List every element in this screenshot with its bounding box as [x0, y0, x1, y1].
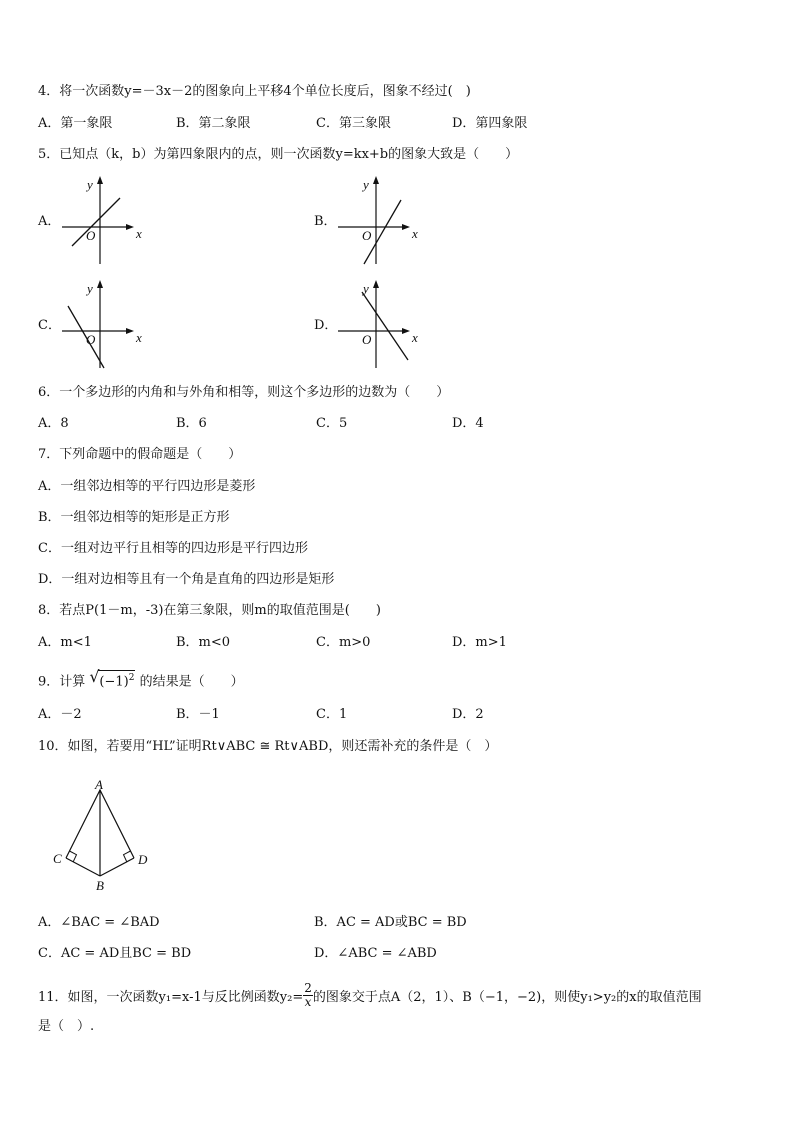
- q10-kite-figure: [48, 777, 158, 898]
- q9-stem-suffix: 的结果是（ ）: [139, 674, 244, 690]
- q11-frac-numerator: 2: [304, 981, 312, 995]
- q10-option-c: C．AC = AD且BC = BD: [38, 946, 192, 961]
- q4-option-c: C．第三象限: [316, 116, 391, 131]
- q5-graph-d: [334, 276, 434, 372]
- q9-stem: [38, 667, 244, 691]
- q5-option-c: C．: [38, 318, 61, 333]
- q10-stem: 10．如图，若要用“HL”证明Rt∨ABC ≅ Rt∨ABD，则还需补充的条件是（ ）: [38, 739, 498, 754]
- q4-option-a: A．第一象限: [38, 116, 113, 131]
- q9-option-a: A．－2: [38, 707, 82, 722]
- q8-option-c: C．m>0: [316, 635, 371, 650]
- q11-stem-line2: 是（ ）.: [38, 1019, 95, 1034]
- q10-label-a: A: [95, 777, 103, 792]
- q5-a-x-label: x: [136, 226, 142, 241]
- q5-b-y-label: y: [363, 177, 369, 192]
- q9-option-b: B．－1: [176, 707, 220, 722]
- q10-label-c: C: [53, 851, 62, 866]
- q11-fraction: [303, 982, 313, 1009]
- q9-sqrt-expression: √ $(-1)^2$: [89, 667, 135, 690]
- q5-d-y-label: y: [363, 281, 369, 296]
- q10-option-d: D．∠ABC = ∠ABD: [314, 946, 437, 961]
- q5-c-origin-label: O: [86, 332, 96, 347]
- q10-option-b: B．AC = AD或BC = BD: [314, 915, 467, 930]
- q6-option-c: C．5: [316, 416, 348, 431]
- q11-stem-prefix: 11．如图，一次函数y₁=x-1与反比例函数y₂=: [38, 990, 304, 1005]
- q10-label-d: D: [138, 852, 148, 867]
- q5-d-origin-label: O: [362, 332, 372, 347]
- q11-stem: [38, 981, 702, 1011]
- q4-option-b: B．第二象限: [176, 116, 251, 131]
- q5-stem: 5．已知点（k，b）为第四象限内的点，则一次函数y=kx+b的图象大致是（ ）: [38, 147, 519, 162]
- q5-option-d: D．: [314, 318, 338, 333]
- q5-c-y-label: y: [87, 281, 93, 296]
- q5-d-x-label: x: [412, 330, 418, 345]
- q6-option-a: A．8: [38, 416, 69, 431]
- q9-exponent: 2: [128, 673, 135, 683]
- q10-option-a: A．∠BAC = ∠BAD: [38, 915, 160, 930]
- q4-stem: 4．将一次函数y=－3x－2的图象向上平移4个单位长度后，图象不经过( ): [38, 84, 471, 99]
- q9-stem-prefix: 9．计算: [38, 674, 86, 690]
- q5-b-origin-label: O: [362, 228, 372, 243]
- q9-option-c: C．1: [316, 707, 348, 722]
- q11-stem-suffix: 的图象交于点A（2，1）、B（−1，−2)，则使y₁>y₂的x的取值范围: [312, 990, 702, 1005]
- q7-stem: 7．下列命题中的假命题是（ ）: [38, 447, 242, 462]
- q4-option-d: D．第四象限: [452, 116, 528, 131]
- q11-frac-denominator: x: [304, 995, 312, 1009]
- q7-option-d: D．一组对边相等且有一个角是直角的四边形是矩形: [38, 572, 335, 587]
- q5-graph-a: [58, 172, 158, 268]
- q5-a-origin-label: O: [86, 228, 96, 243]
- q8-option-d: D．m>1: [452, 635, 507, 650]
- q8-option-b: B．m<0: [176, 635, 231, 650]
- q5-graph-b: [334, 172, 434, 268]
- q6-option-b: B．6: [176, 416, 207, 431]
- q7-option-c: C．一组对边平行且相等的四边形是平行四边形: [38, 541, 308, 556]
- q8-stem: 8．若点P(1－m，-3)在第三象限，则m的取值范围是( ): [38, 603, 381, 618]
- q5-option-b: B．: [314, 214, 337, 229]
- q5-b-x-label: x: [412, 226, 418, 241]
- q10-label-b: B: [96, 878, 104, 893]
- q6-option-d: D．4: [452, 416, 484, 431]
- q9-option-d: D．2: [452, 707, 484, 722]
- q6-stem: 6．一个多边形的内角和与外角和相等，则这个多边形的边数为（ ）: [38, 385, 450, 400]
- q8-option-a: A．m<1: [38, 635, 92, 650]
- q9-radicand: (−1): [99, 674, 129, 690]
- q5-a-y-label: y: [87, 177, 93, 192]
- q7-option-a: A．一组邻边相等的平行四边形是菱形: [38, 479, 256, 494]
- q5-c-x-label: x: [136, 330, 142, 345]
- q5-graph-c: [58, 276, 158, 372]
- q5-option-a: A．: [38, 214, 61, 229]
- q7-option-b: B．一组邻边相等的矩形是正方形: [38, 510, 230, 525]
